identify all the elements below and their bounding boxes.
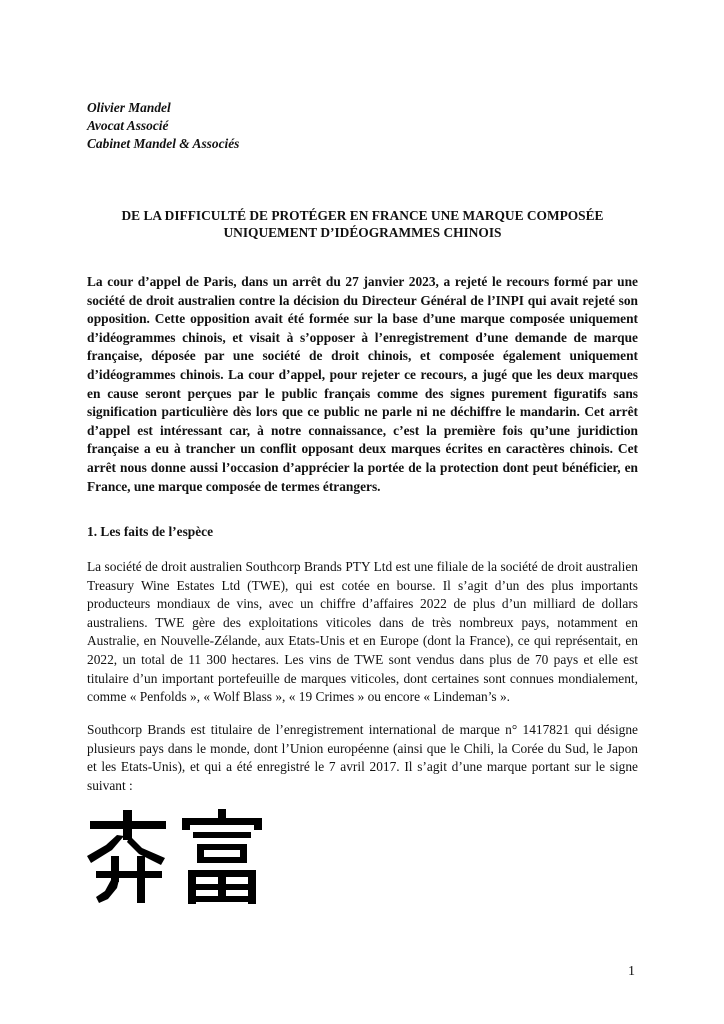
- author-name: Olivier Mandel: [87, 100, 171, 115]
- chinese-trademark-image: [86, 808, 266, 904]
- document-title: [87, 207, 638, 241]
- author-block: [87, 99, 239, 153]
- title-line-1: DE LA DIFFICULTÉ DE PROTÉGER EN FRANCE UNE MARQUE COMPOSÉE: [121, 208, 604, 223]
- facts-paragraph-1: La société de droit australien Southcorp Brands PTY Ltd est une filiale de la société de droit australien Treasury Wine Estates Ltd (TWE), qui est cotée en bourse. Il s’agit d’un des plus importants producteurs mondiaux de vins, avec un chiffre d’affaires 2022 de plus d’un milliard de dollars australiens. TWE gère des exploitations viticoles dans de très nombreux pays, notamment en Australie, en Nouvelle-Zélande, aux Etats-Unis et en Europe (dont la France), ce qui représentait, en 2022, un total de 11 300 hectares. Les vins de TWE sont vendus dans plus de 70 pays et elle est titulaire d’un important portefeuille de marques viticoles, dont certaines sont connues mondialement, comme « Penfolds », « Wolf Blass », « 19 Crimes » ou encore « Lindeman’s ».: [87, 559, 638, 705]
- abstract-paragraph: La cour d’appel de Paris, dans un arrêt du 27 janvier 2023, a rejeté le recours formé par une société de droit australien contre la décision du Directeur Général de l’INPI qui avait rejeté son opposition. Cette opposition avait été formée sur la base d’une marque composée uniquement d’idéogrammes chinois, et visait à s’opposer à l’enregistrement d’une demande de marque française, déposée par une société de droit chinois, et composée également uniquement d’idéogrammes chinois. La cour d’appel, pour rejeter ce recours, a jugé que les deux marques en cause seront perçues par le public français comme des signes purement figuratifs sans signification particulière dès lors que ce public ne parle ni ne déchiffre le mandarin. Cet arrêt d’appel est intéressant car, à notre connaissance, c’est la première fois qu’une juridiction française a eu à trancher un conflit opposant deux marques écrites en caractères chinois. Cet arrêt nous donne aussi l’occasion d’apprécier la portée de la protection dont peut bénéficier, en France, une marque composée de termes étrangers.: [87, 274, 638, 494]
- facts-paragraph-2: Southcorp Brands est titulaire de l’enregistrement international de marque n° 1417821 qui désigne plusieurs pays dans le monde, dont l’Union européenne (ainsi que le Chili, la Corée du Sud, le Japon et les Etats-Unis), et qui a été enregistré le 7 avril 2017. Il s’agit d’une marque portant sur le signe suivant :: [87, 722, 638, 793]
- author-firm: Cabinet Mandel & Associés: [87, 136, 240, 151]
- section-heading: 1. Les faits de l’espèce: [87, 524, 214, 539]
- title-line-2: UNIQUEMENT D’IDÉOGRAMMES CHINOIS: [223, 225, 502, 240]
- page-number: 1: [628, 964, 635, 979]
- author-role: Avocat Associé: [87, 118, 169, 133]
